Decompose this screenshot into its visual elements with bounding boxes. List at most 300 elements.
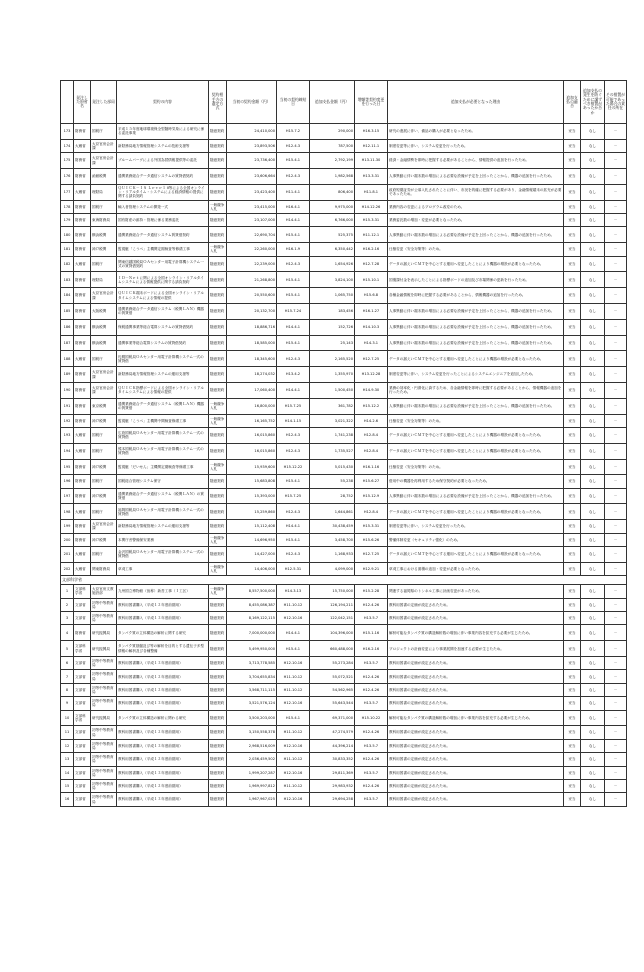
cell-resp: － xyxy=(605,533,627,546)
cell-amt: 14,406,000 xyxy=(227,562,277,575)
cell-ok: 妥当 xyxy=(564,793,581,806)
cell-bu: 横浜税関 xyxy=(91,227,117,243)
cell-meas: なし xyxy=(581,288,605,304)
table-row xyxy=(61,398,627,414)
cell-ok: 妥当 xyxy=(564,547,581,563)
cell-cdate: H15.6.26 xyxy=(355,533,388,546)
cell-add: 183,456 xyxy=(310,303,355,319)
cell-ok: 妥当 xyxy=(564,427,581,443)
cell-cdate: H12.9.21 xyxy=(355,562,388,575)
cell-cdate: H15.1.16 xyxy=(355,625,388,641)
cell-content: 九州国立博物館（仮称）新営工事（Ｉ工区） xyxy=(117,585,209,598)
table-row xyxy=(61,303,627,319)
column-header: 追加支払の発生を防ぐために講ずべき措置があったか否か xyxy=(581,81,605,124)
cell-resp: － xyxy=(605,598,627,611)
cell-no: 9 xyxy=(61,697,74,710)
cell-meas: なし xyxy=(581,427,605,443)
cell-reason: 各種金融情報を即時に把握する必要があることから、情報機器の追加を行ったため。 xyxy=(388,288,564,304)
cell-resp: － xyxy=(605,184,627,200)
cell-cdate: H15.6.8 xyxy=(355,288,388,304)
cell-meas: なし xyxy=(581,697,605,710)
cell-sel: 随意契約 xyxy=(209,443,227,459)
cell-cdate: H14.2.6 xyxy=(355,414,388,427)
cell-amt: 22,690,704 xyxy=(227,227,277,243)
cell-resp: － xyxy=(605,547,627,563)
cell-amt: 3,568,711,115 xyxy=(227,683,277,696)
cell-amt: 24,410,000 xyxy=(227,124,277,140)
cell-bu: 国税庁 xyxy=(91,475,117,488)
cell-resp: － xyxy=(605,243,627,256)
cell-amt: 15,939,600 xyxy=(227,459,277,475)
cell-content: 監視艇「こうべ」主機関中間検査修繕工事 xyxy=(117,414,209,427)
cell-content: 教科用図書購入（平成１３年度前期用） xyxy=(117,697,209,710)
cell-add: 55,238 xyxy=(310,475,355,488)
cell-date: H14.4.1 xyxy=(277,319,310,335)
cell-sel: 随意契約 xyxy=(209,547,227,563)
cell-sel: 随意契約 xyxy=(209,739,227,752)
cell-sel: 随意契約 xyxy=(209,612,227,625)
cell-meas: なし xyxy=(581,398,605,414)
cell-date: H12.4.3 xyxy=(277,427,310,443)
cell-date: H11.10.12 xyxy=(277,779,310,792)
cell-resp: － xyxy=(605,779,627,792)
cell-cdate: H15.3.31 xyxy=(355,213,388,226)
cell-meas: なし xyxy=(581,168,605,184)
table-row xyxy=(61,414,627,427)
cell-meas: なし xyxy=(581,657,605,670)
cell-no: 2 xyxy=(61,598,74,611)
cell-min: 財務省 xyxy=(74,414,91,427)
column-header xyxy=(61,81,74,124)
cell-ok: 妥当 xyxy=(564,562,581,575)
cell-min: 財務省 xyxy=(74,272,91,288)
cell-resp: － xyxy=(605,753,627,766)
cell-min: 財務省 xyxy=(74,319,91,335)
cell-no: 8 xyxy=(61,683,74,696)
cell-sel: 随意契約 xyxy=(209,779,227,792)
cell-amt: 2,968,516,009 xyxy=(227,739,277,752)
column-header: 発注した府省名 xyxy=(74,81,91,124)
cell-amt: 15,683,808 xyxy=(227,475,277,488)
cell-cdate: H12.7.28 xyxy=(355,256,388,272)
cell-resp: － xyxy=(605,414,627,427)
cell-add: 104,396,000 xyxy=(310,625,355,641)
cell-ok: 妥当 xyxy=(564,414,581,427)
cell-reason: 解析可能なタンパク質の構造解析数の増加に伴い事業内容を拡充する必要が生じたため。 xyxy=(388,625,564,641)
cell-amt: 20,132,700 xyxy=(227,303,277,319)
cell-ok: 妥当 xyxy=(564,335,581,351)
cell-sel: 一般競争入札 xyxy=(209,533,227,546)
cell-meas: なし xyxy=(581,779,605,792)
cell-meas: なし xyxy=(581,272,605,288)
cell-min: 財務省 xyxy=(74,367,91,383)
cell-date: H12.5.31 xyxy=(277,562,310,575)
cell-min: 財務省 xyxy=(74,303,91,319)
cell-add: 69,371,000 xyxy=(310,710,355,726)
cell-min: 大蔵省 xyxy=(74,547,91,563)
cell-bu: 横浜税関 xyxy=(91,335,117,351)
cell-content: 教科用図書購入（平成１３年度前期用） xyxy=(117,657,209,670)
cell-date: H13.4.2 xyxy=(277,367,310,383)
cell-min: 大蔵省 xyxy=(74,443,91,459)
cell-ok: 妥当 xyxy=(564,367,581,383)
section-row xyxy=(61,576,627,585)
cell-no: 198 xyxy=(61,504,74,520)
cell-sel: 随意契約 xyxy=(209,598,227,611)
cell-add: 54,562,965 xyxy=(310,683,355,696)
cell-content: ＱＵＩＣＫ端末ボードによる全国オンライン・リアルタイムシステムによる情報の提供 xyxy=(117,288,209,304)
table-section-body xyxy=(61,124,627,576)
cell-content: 国税総合管理システム保守 xyxy=(117,475,209,488)
cell-min: 財務省 xyxy=(74,520,91,533)
table-row xyxy=(61,562,627,575)
cell-add: 29,694,258 xyxy=(310,793,355,806)
cell-sel: 随意契約 xyxy=(209,753,227,766)
cell-cdate: H14.12.26 xyxy=(355,200,388,213)
cell-add: 126,194,211 xyxy=(310,598,355,611)
cell-content: 国有財産の維持・管理に係る業務委託 xyxy=(117,213,209,226)
cell-date: H11.10.12 xyxy=(277,683,310,696)
cell-cdate: H13.11.30 xyxy=(355,153,388,169)
cell-cdate: H15.12.9 xyxy=(355,488,388,504)
cell-meas: なし xyxy=(581,459,605,475)
contract-table xyxy=(60,80,627,807)
cell-amt: 2,036,459,502 xyxy=(227,753,277,766)
column-header: 契約の内容 xyxy=(117,81,209,124)
cell-ok: 妥当 xyxy=(564,382,581,398)
cell-min: 文部省 xyxy=(74,657,91,670)
cell-reason: 教科用図書の定価が改定されたため。 xyxy=(388,766,564,779)
cell-reason: 仕様変更（安全対策等）のため。 xyxy=(388,243,564,256)
cell-resp: － xyxy=(605,520,627,533)
cell-amt: 3,704,655,834 xyxy=(227,670,277,683)
cell-min: 文部省 xyxy=(74,683,91,696)
cell-resp: － xyxy=(605,459,627,475)
table-row xyxy=(61,319,627,335)
cell-bu: 大臣官房文教施設部 xyxy=(91,585,117,598)
cell-sel: 随意契約 xyxy=(209,213,227,226)
cell-reason: 人事異動に伴い端末数の増加による必要な設備が予定を上回ったことから、機器の追加を行ったため。 xyxy=(388,398,564,414)
cell-no: 184 xyxy=(61,288,74,304)
cell-min: 文部省 xyxy=(74,753,91,766)
cell-no: 16 xyxy=(61,793,74,806)
cell-amt: 22,239,000 xyxy=(227,256,277,272)
table-row xyxy=(61,625,627,641)
cell-cdate: H12.4.26 xyxy=(355,598,388,611)
cell-date: H15.4.1 xyxy=(277,641,310,657)
cell-date: H15.4.1 xyxy=(277,227,310,243)
cell-content: 金沢国税局ＯＡセンター用電子計算機システム一式の賃貸借 xyxy=(117,547,209,563)
cell-amt: 15,259,860 xyxy=(227,504,277,520)
cell-meas: なし xyxy=(581,443,605,459)
cell-content: 草刈工事 xyxy=(117,562,209,575)
cell-sel: 随意契約 xyxy=(209,256,227,272)
cell-add: 5,015,430 xyxy=(310,459,355,475)
cell-meas: なし xyxy=(581,612,605,625)
cell-bu: 国税庁 xyxy=(91,200,117,213)
cell-content: 監視艇「だいせん」主機関定期検査等修繕工事 xyxy=(117,459,209,475)
cell-sel: 随意契約 xyxy=(209,288,227,304)
cell-content: 教科用図書購入（平成１２年度前期用） xyxy=(117,670,209,683)
cell-reason: 教科用図書の定価が改定されたため。 xyxy=(388,612,564,625)
cell-ok: 妥当 xyxy=(564,139,581,152)
cell-date: H15.4.1 xyxy=(277,475,310,488)
cell-content: 新財務局地方情報管理システムの運用支援等 xyxy=(117,520,209,533)
cell-date: H14.3.13 xyxy=(277,585,310,598)
cell-content: タンパク質の立体構造の解析に関わる研究 xyxy=(117,710,209,726)
cell-sel: 随意契約 xyxy=(209,641,227,657)
cell-date: H12.10.16 xyxy=(277,739,310,752)
cell-no: 12 xyxy=(61,739,74,752)
cell-resp: － xyxy=(605,488,627,504)
cell-ok: 妥当 xyxy=(564,184,581,200)
cell-meas: なし xyxy=(581,243,605,256)
table-row xyxy=(61,670,627,683)
cell-cdate: H12.7.25 xyxy=(355,547,388,563)
table-row xyxy=(61,256,627,272)
cell-meas: なし xyxy=(581,475,605,488)
cell-add: 29,811,369 xyxy=(310,766,355,779)
cell-reason: 教科用図書の定価が改定されたため。 xyxy=(388,670,564,683)
cell-no: 1 xyxy=(61,585,74,598)
cell-date: H12.4.3 xyxy=(277,256,310,272)
cell-sel: 一般競争入札 xyxy=(209,585,227,598)
cell-no: 175 xyxy=(61,153,74,169)
cell-amt: 18,585,000 xyxy=(227,335,277,351)
cell-add: 787,500 xyxy=(310,139,355,152)
cell-resp: － xyxy=(605,139,627,152)
cell-meas: なし xyxy=(581,625,605,641)
cell-amt: 21,268,800 xyxy=(227,272,277,288)
cell-resp: － xyxy=(605,319,627,335)
cell-cdate: H15.6.27 xyxy=(355,475,388,488)
cell-cdate: H13.5.7 xyxy=(355,697,388,710)
table-row xyxy=(61,753,627,766)
cell-ok: 妥当 xyxy=(564,213,581,226)
cell-no: 186 xyxy=(61,319,74,335)
cell-date: H15.4.1 xyxy=(277,533,310,546)
cell-sel: 随意契約 xyxy=(209,683,227,696)
cell-meas: なし xyxy=(581,726,605,739)
cell-bu: 神戸税関 xyxy=(91,533,117,546)
cell-bu: 初等中等教育局 xyxy=(91,697,117,710)
cell-reason: データの漏えいＣＭＴを中心とする運用へ変更したことにより機器の増設が必要となったため。 xyxy=(388,427,564,443)
cell-ok: 妥当 xyxy=(564,726,581,739)
cell-no: 4 xyxy=(61,625,74,641)
cell-date: H11.10.12 xyxy=(277,670,310,683)
cell-content: 保税通関事業等総合電算システムの賃貸借契約 xyxy=(117,319,209,335)
cell-resp: － xyxy=(605,697,627,710)
cell-amt: 22,260,000 xyxy=(227,243,277,256)
cell-meas: なし xyxy=(581,533,605,546)
cell-no: 197 xyxy=(61,488,74,504)
cell-no: 10 xyxy=(61,710,74,726)
cell-amt: 15,112,408 xyxy=(227,520,277,533)
cell-min: 大蔵省 xyxy=(74,184,91,200)
table-row xyxy=(61,598,627,611)
table-row xyxy=(61,443,627,459)
cell-reason: 人事異動に伴い端末数の増加による必要な設備が予定を上回ったことから、機器の追加を行ったため。 xyxy=(388,488,564,504)
cell-min: 財務省 xyxy=(74,459,91,475)
cell-sel: 随意契約 xyxy=(209,670,227,683)
table-row xyxy=(61,367,627,383)
cell-ok: 妥当 xyxy=(564,683,581,696)
cell-meas: なし xyxy=(581,488,605,504)
cell-cdate: H14.3.1 xyxy=(355,335,388,351)
cell-meas: なし xyxy=(581,414,605,427)
cell-min: 文部科学省 xyxy=(74,710,91,726)
cell-add: 9,975,000 xyxy=(310,200,355,213)
cell-add: 1,168,933 xyxy=(310,547,355,563)
cell-meas: なし xyxy=(581,184,605,200)
cell-cdate: H12.8.4 xyxy=(355,443,388,459)
cell-sel: 随意契約 xyxy=(209,351,227,367)
cell-sel: 一般競争入札 xyxy=(209,200,227,213)
cell-add: 2,792,199 xyxy=(310,153,355,169)
cell-bu: 国税庁 xyxy=(91,504,117,520)
cell-reason: 制度変更等に伴い、システム変更を行ったため。 xyxy=(388,520,564,533)
table-row xyxy=(61,243,627,256)
cell-amt: 23,893,506 xyxy=(227,139,277,152)
cell-content: 通関業務総合データ通信システムの賃貸借契約 xyxy=(117,168,209,184)
cell-reason: 経済・金融情勢を即時に把握する必要があることから、情報提供の追加を行ったため。 xyxy=(388,153,564,169)
table-row xyxy=(61,766,627,779)
cell-min: 文部省 xyxy=(74,670,91,683)
cell-bu: 初等中等教育局 xyxy=(91,683,117,696)
cell-no: 14 xyxy=(61,766,74,779)
table-row xyxy=(61,697,627,710)
cell-min: 財務省 xyxy=(74,153,91,169)
cell-min: 財務省 xyxy=(74,625,91,641)
cell-date: H14.4.1 xyxy=(277,382,310,398)
cell-cdate: H15.10.1 xyxy=(355,272,388,288)
cell-amt: 8,557,500,000 xyxy=(227,585,277,598)
cell-no: 173 xyxy=(61,124,74,140)
cell-date: H15.4.1 xyxy=(277,288,310,304)
table-row xyxy=(61,520,627,533)
cell-bu: 大阪税関 xyxy=(91,303,117,319)
cell-date: H14.4.1 xyxy=(277,213,310,226)
cell-min: 大蔵省 xyxy=(74,351,91,367)
cell-reason: 仕様変更（安全対策等）のため。 xyxy=(388,459,564,475)
cell-add: 1,065,750 xyxy=(310,288,355,304)
cell-date: H12.10.16 xyxy=(277,697,310,710)
cell-min: 財務省 xyxy=(74,213,91,226)
cell-min: 大蔵省 xyxy=(74,504,91,520)
cell-no: 180 xyxy=(61,227,74,243)
cell-add: 122,042,151 xyxy=(310,612,355,625)
cell-resp: － xyxy=(605,168,627,184)
cell-content: 通関業務総合データ通信システム賃貸借契約 xyxy=(117,227,209,243)
cell-bu: 初等中等教育局 xyxy=(91,726,117,739)
cell-resp: － xyxy=(605,475,627,488)
cell-ok: 妥当 xyxy=(564,243,581,256)
cell-cdate: H15.2.28 xyxy=(355,585,388,598)
cell-no: 6 xyxy=(61,657,74,670)
table-row xyxy=(61,168,627,184)
cell-bu: 研究振興局 xyxy=(91,641,117,657)
cell-amt: 5,499,950,000 xyxy=(227,641,277,657)
table-row xyxy=(61,200,627,213)
table-row xyxy=(61,533,627,546)
cell-resp: － xyxy=(605,351,627,367)
cell-add: 4,099,000 xyxy=(310,562,355,575)
cell-add: 3,021,322 xyxy=(310,414,355,427)
table-row xyxy=(61,547,627,563)
cell-bu: 国税庁 xyxy=(91,547,117,563)
cell-date: H15.4.1 xyxy=(277,335,310,351)
cell-no: 3 xyxy=(61,612,74,625)
cell-no: 5 xyxy=(61,641,74,657)
cell-no: 202 xyxy=(61,562,74,575)
cell-sel: 一般競争入札 xyxy=(209,562,227,575)
cell-add: 1,741,238 xyxy=(310,427,355,443)
cell-meas: なし xyxy=(581,766,605,779)
cell-cdate: H12.8.4 xyxy=(355,504,388,520)
cell-date: H14.4.1 xyxy=(277,520,310,533)
cell-cdate: H12.8.4 xyxy=(355,427,388,443)
cell-cdate: H14.9.30 xyxy=(355,382,388,398)
cell-sel: 一般競争入札 xyxy=(209,243,227,256)
cell-no: 199 xyxy=(61,520,74,533)
cell-ok: 妥当 xyxy=(564,256,581,272)
cell-sel: 随意契約 xyxy=(209,335,227,351)
cell-bu: 国税庁 xyxy=(91,124,117,140)
cell-resp: － xyxy=(605,213,627,226)
cell-content: 新財務局地方情報管理システムの技術支援等 xyxy=(117,139,209,152)
cell-meas: なし xyxy=(581,153,605,169)
cell-ok: 妥当 xyxy=(564,398,581,414)
cell-no: 179 xyxy=(61,213,74,226)
cell-add: 28,752 xyxy=(310,488,355,504)
cell-content: ＩＤ－Ｎｅｔに関による全国オンライン・リアルタイムシステムによる情報提供に関する請負契約 xyxy=(117,272,209,288)
cell-bu: 研究振興局 xyxy=(91,710,117,726)
cell-content: 教科用図書購入（平成１２年度前期用） xyxy=(117,753,209,766)
cell-ok: 妥当 xyxy=(564,710,581,726)
cell-ok: 妥当 xyxy=(564,288,581,304)
cell-amt: 15,393,000 xyxy=(227,488,277,504)
cell-min: 文部科学省 xyxy=(74,641,91,657)
table-row xyxy=(61,657,627,670)
cell-resp: － xyxy=(605,625,627,641)
cell-bu: 函館税関 xyxy=(91,168,117,184)
cell-bu: 初等中等教育局 xyxy=(91,598,117,611)
table-row xyxy=(61,184,627,200)
cell-cdate: H11.8.1 xyxy=(355,184,388,200)
table-row xyxy=(61,227,627,243)
cell-bu: 国税庁 xyxy=(91,351,117,367)
table-row xyxy=(61,739,627,752)
cell-add: 361,782 xyxy=(310,398,355,414)
cell-bu: 大臣官房会計課 xyxy=(91,153,117,169)
cell-min: 財務省 xyxy=(74,475,91,488)
cell-meas: なし xyxy=(581,256,605,272)
cell-min: 大蔵省 xyxy=(74,427,91,443)
cell-ok: 妥当 xyxy=(564,779,581,792)
cell-meas: なし xyxy=(581,139,605,152)
cell-cdate: H16.1.16 xyxy=(355,459,388,475)
cell-amt: 8,455,086,387 xyxy=(227,598,277,611)
column-header: 追加支払が必要となった理由 xyxy=(388,81,564,124)
cell-amt: 3,150,558,378 xyxy=(227,726,277,739)
cell-content: 通関業務総合データ通信システム（税関ＬＡＮ）の賃貸借 xyxy=(117,488,209,504)
cell-date: H15.4.1 xyxy=(277,710,310,726)
cell-content: タンパク質基盤及び等の解析を目的とする遺伝子多型情報の解析及び各種整備 xyxy=(117,641,209,657)
cell-no: 178 xyxy=(61,200,74,213)
cell-resp: － xyxy=(605,585,627,598)
cell-content: 教科用図書購入（平成１３年度前期用） xyxy=(117,766,209,779)
cell-date: H15.12.22 xyxy=(277,459,310,475)
